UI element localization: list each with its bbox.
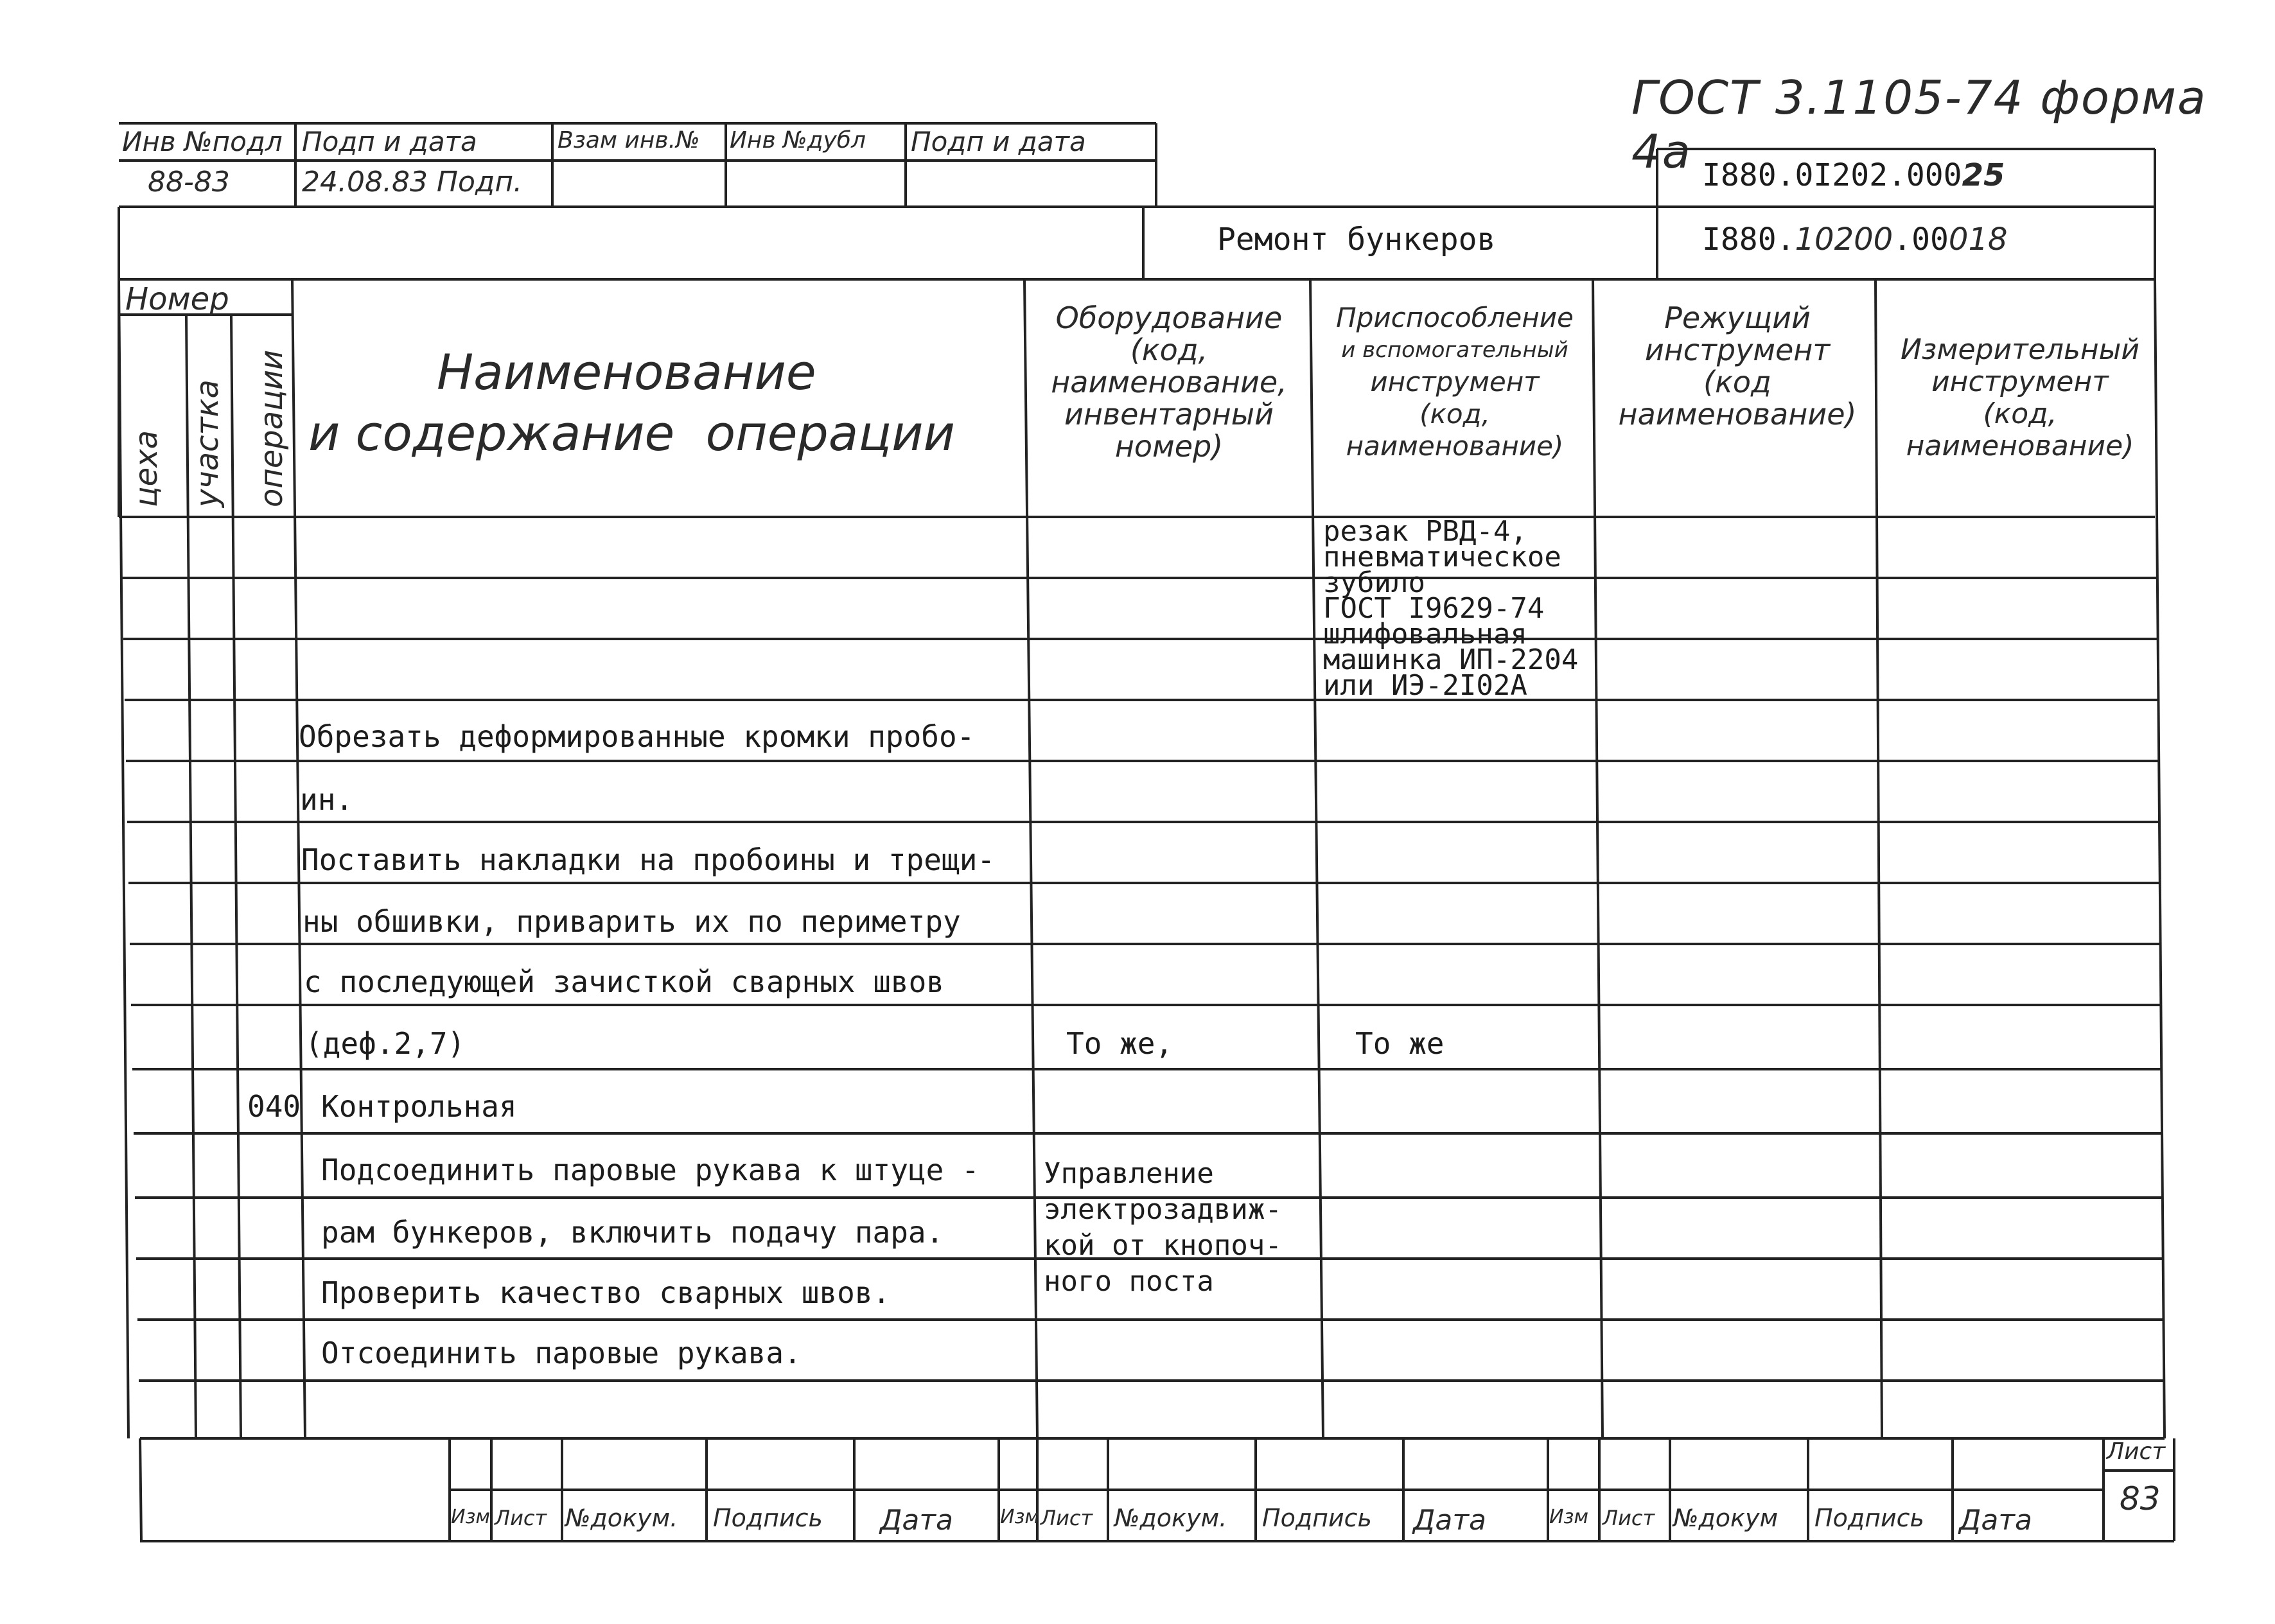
equipment-text: Управление электрозадвиж- кой от кнопоч- ного поста [1044,1157,1282,1298]
row-text-10: Проверить качество сварных швов. [321,1275,891,1310]
row-text-4: ны обшивки, приварить их по периметру [303,904,961,939]
footer-sign-1: Подпись [713,1504,823,1532]
fixture-same: То же [1355,1026,1445,1061]
col-name-line1: Наименование [437,344,816,401]
row-text-6: (деф.2,7) [305,1026,466,1061]
footer-list-3: Лист [1603,1506,1655,1530]
row-text-9: рам бункеров, включить подачу пара. [321,1215,944,1250]
footer-date-1: Дата [880,1504,953,1537]
col-ceha: цеха [128,430,164,507]
col-uchastka: участка [189,380,225,507]
col-operacii: операции [254,349,290,507]
row-op-7: 040 [247,1089,301,1124]
row-text-3: Поставить накладки на пробоины и трещи- [301,843,996,877]
doc-title: Ремонт бункеров [1217,222,1496,258]
stamp-header-inv-dubl: Инв №дубл [730,127,866,153]
footer-izm-2: Изм [1000,1506,1040,1528]
row-text-7: Контрольная [321,1089,517,1124]
stamp-header-podp-data: Подп и дата [302,126,477,157]
footer-date-2: Дата [1413,1504,1486,1537]
footer-sign-3: Подпись [1814,1504,1924,1532]
row-text-5: с последующей зачисткой сварных швов [304,965,944,999]
equipment-same: То же, [1066,1026,1173,1061]
col-name-line2: и содержание операции [308,405,955,462]
form-label: ГОСТ 3.1105-74 форма 4а [1631,71,2208,179]
row-text-1: Обрезать деформированные кромки пробо- [299,719,975,754]
row-text-2: ин. [300,782,354,817]
row-text-8: Подсоединить паровые рукава к штуце - [321,1153,979,1187]
stamp-header-podp-data-2: Подп и дата [911,126,1086,157]
col-fixture: Приспособление и вспомогательный инструмент (код, наименование) [1336,302,1574,462]
footer-list-2: Лист [1041,1506,1093,1530]
footer-doc-1: №докум. [565,1504,678,1532]
col-measuring: Измерительный инструмент (код, наименование) [1901,333,2139,462]
fixture-text: резак РВД-4, пневматическое зубило ГОСТ I9629-74 шлифовальная машинка ИП-2204 или ИЭ-2I02А [1323,515,1579,702]
footer-list-1: Лист [495,1506,547,1530]
footer-doc-2: №докум. [1114,1504,1227,1532]
code-2: I880.10200.00018 [1702,222,2008,258]
stamp-signature-date: 24.08.83 Подп. [302,166,523,198]
stamp-inv-number: 88-83 [148,166,230,198]
footer-izm-3: Изм [1549,1506,1589,1528]
footer-doc-3: №докум [1673,1504,1779,1532]
footer-date-3: Дата [1959,1504,2032,1537]
col-nomer: Номер [125,281,229,317]
stamp-header-vzam-inv: Взам инв.№ [558,127,700,153]
col-cutting: Режущий инструмент (код наименование) [1618,301,1857,432]
code-1: I880.0I202.00025 [1702,157,2005,193]
footer-izm-1: Изм [451,1506,491,1528]
footer-sign-2: Подпись [1262,1504,1372,1532]
col-equipment: Оборудование (код, наименование, инвентарный номер) [1051,301,1287,464]
footer-sheet-number: 83 [2120,1480,2161,1517]
row-text-11: Отсоединить паровые рукава. [321,1336,802,1370]
stamp-header-inv-podl: Инв №подл [122,126,283,157]
footer-sheet-label: Лист [2107,1438,2166,1465]
